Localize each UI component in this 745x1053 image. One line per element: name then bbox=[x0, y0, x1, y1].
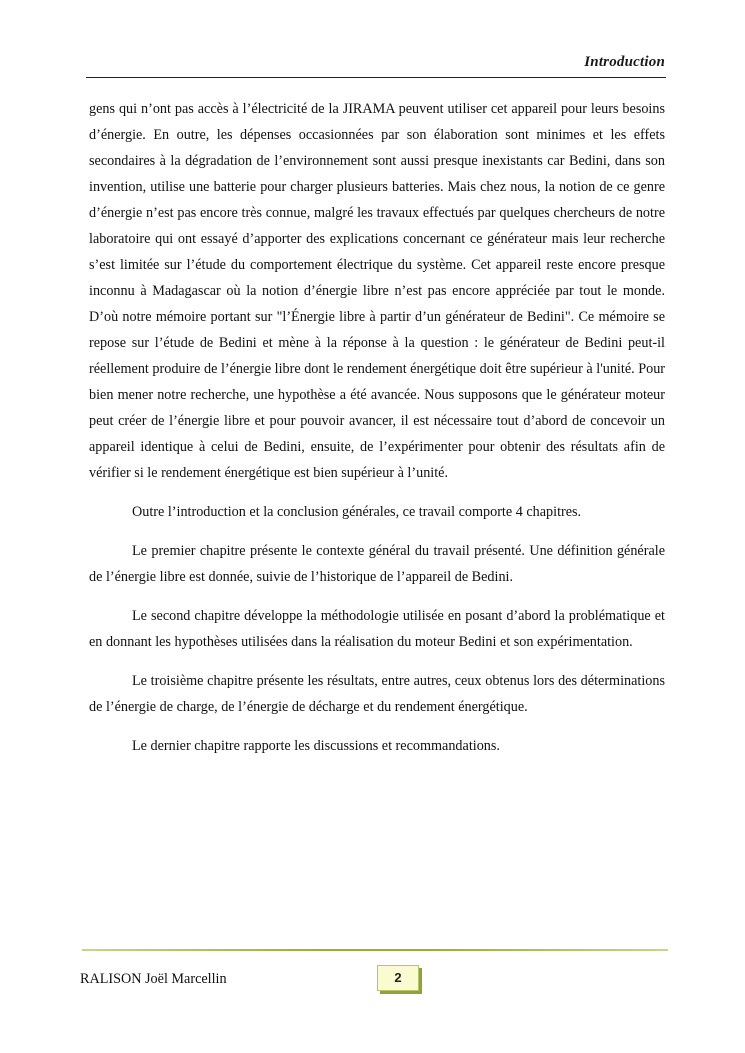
header-divider bbox=[86, 77, 666, 78]
body-paragraph-6: Le dernier chapitre rapporte les discussions et recommandations. bbox=[132, 738, 500, 754]
body-paragraph-1: gens qui n’ont pas accès à l’électricité de la JIRAMA peuvent utiliser cet appareil pour leurs besoins d’énergie. En outre, les dépenses occasionnées par son élaboration sont minimes et les effets secondaires à la dégradation de l’environnement sont aussi presque inexistants car Bedini, dans son invention, utilise une batterie pour charger plusieurs batteries. Mais chez nous, la notion de ce genre d’énergie n’est pas encore très connue, malgré les travaux effectués par quelques chercheurs de notre laboratoire qui ont essayé d’apporter des explications concernant ce générateur mais leur recherche s’est limitée sur l’étude du comportement électrique du système. Cet appareil reste encore presque inconnu à Madagascar où la notion d’énergie libre n’est pas encore appréciée par tout le monde. D’où notre mémoire portant sur "l’Énergie libre à partir d’un générateur de Bedini". Ce mémoire se repose sur l’étude de Bedini et mène à la réponse à la question : le générateur de Bedini peut-il réellement produire de l’énergie libre dont le rendement énergétique doit être supérieur à l'unité. Pour bien mener notre recherche, une hypothèse a été avancée. Nous supposons que le générateur moteur peut créer de l’énergie libre et pour pouvoir avancer, il est nécessaire tout d’abord de concevoir un appareil identique à celui de Bedini, ensuite, de l’expérimenter pour obtenir des résultats afin de vérifier si le rendement énergétique est bien supérieur à l’unité. bbox=[89, 101, 666, 481]
page-number-badge: 2 bbox=[377, 965, 419, 991]
footer-divider bbox=[82, 949, 668, 951]
body-paragraph-3: Le premier chapitre présente le contexte général du travail présenté. Une définition générale de l’énergie libre est donnée, suivie de l’historique de l’appareil de Bedini. bbox=[89, 543, 665, 585]
running-header-title: Introduction bbox=[584, 54, 665, 70]
body-paragraph-2: Outre l’introduction et la conclusion générales, ce travail comporte 4 chapitres. bbox=[132, 504, 582, 520]
body-paragraph-4: Le second chapitre développe la méthodologie utilisée en posant d’abord la problématique et en donnant les hypothèses utilisées dans la réalisation du moteur Bedini et son expérimentation. bbox=[89, 608, 665, 650]
body-paragraph-5: Le troisième chapitre présente les résultats, entre autres, ceux obtenus lors des déterminations de l’énergie de charge, de l’énergie de décharge et du rendement énergétique. bbox=[89, 673, 665, 715]
page-body bbox=[89, 96, 665, 759]
footer-author: RALISON Joël Marcellin bbox=[80, 971, 227, 987]
